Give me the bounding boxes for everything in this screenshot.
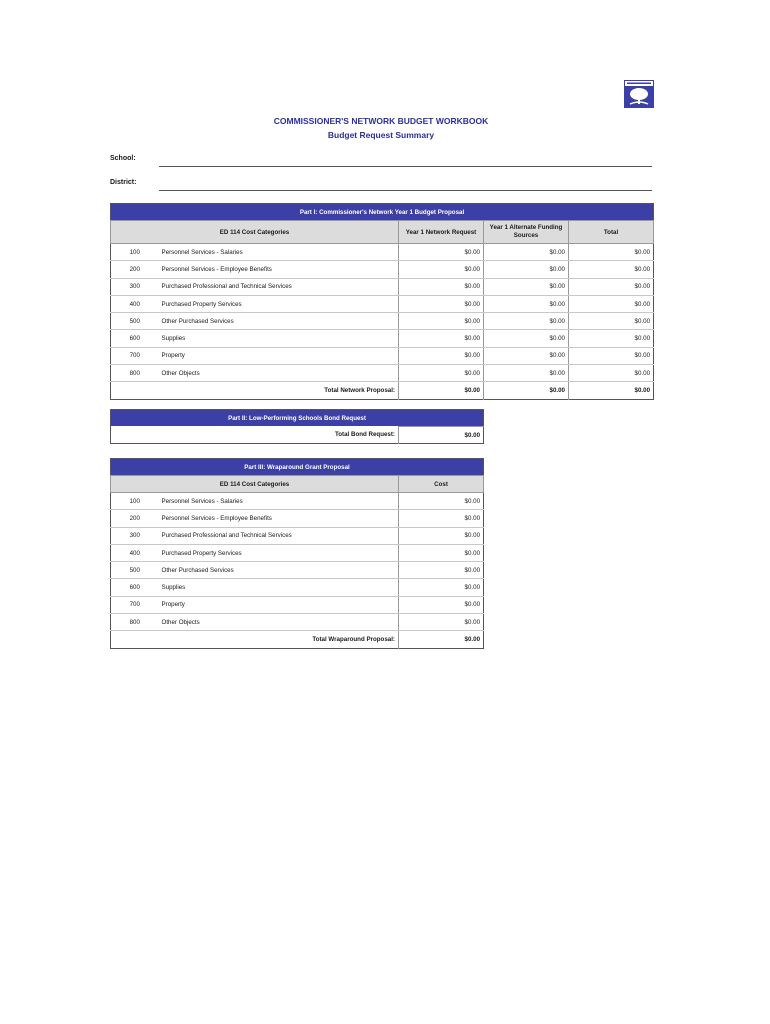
total-amount: $0.00 [569, 365, 654, 382]
cost-code: 400 [111, 544, 159, 561]
part2-total-label: Total Bond Request: [334, 431, 395, 439]
network-amount[interactable]: $0.00 [399, 347, 484, 364]
cost-code: 600 [111, 579, 159, 596]
cost-amount[interactable]: $0.00 [399, 579, 484, 596]
table-row [111, 527, 484, 544]
table-row [111, 365, 654, 382]
seal-logo-icon [624, 80, 654, 108]
table-row [111, 562, 484, 579]
table-row [111, 510, 484, 527]
cost-code: 200 [111, 510, 159, 527]
cost-amount[interactable]: $0.00 [399, 544, 484, 561]
part1-heading-row [111, 204, 654, 221]
district-field-row [110, 179, 652, 191]
part1-col-category: ED 114 Cost Categories [111, 221, 399, 244]
cost-category: Property [159, 347, 399, 364]
cost-category: Other Objects [159, 365, 399, 382]
cost-code: 500 [111, 313, 159, 330]
cost-amount[interactable]: $0.00 [399, 596, 484, 613]
table-row [111, 330, 654, 347]
total-amount: $0.00 [569, 330, 654, 347]
alternate-amount[interactable]: $0.00 [484, 278, 569, 295]
alternate-amount[interactable]: $0.00 [484, 244, 569, 261]
total-amount: $0.00 [569, 313, 654, 330]
part1-column-header-row [111, 221, 654, 244]
network-amount[interactable]: $0.00 [399, 295, 484, 312]
total-network-amount: $0.00 [399, 382, 484, 399]
part1-col-total: Total [569, 221, 654, 244]
cost-category: Personnel Services - Salaries [159, 244, 399, 261]
part3-column-header-row [111, 476, 484, 493]
total-amount: $0.00 [569, 295, 654, 312]
alternate-amount[interactable]: $0.00 [484, 330, 569, 347]
cost-category: Property [159, 596, 399, 613]
alternate-amount[interactable]: $0.00 [484, 365, 569, 382]
part2-heading-row [111, 410, 484, 427]
cost-category: Personnel Services - Salaries [159, 493, 399, 510]
district-field[interactable] [159, 180, 652, 191]
table-row [111, 261, 654, 278]
page-title: COMMISSIONER'S NETWORK BUDGET WORKBOOK [273, 116, 489, 126]
part3-total-label: Total Wraparound Proposal: [312, 636, 395, 644]
cost-code: 500 [111, 562, 159, 579]
school-field-row [110, 155, 652, 167]
part1-total-row [111, 382, 654, 399]
table-row [111, 347, 654, 364]
cost-code: 200 [111, 261, 159, 278]
cost-category: Personnel Services - Employee Benefits [159, 261, 399, 278]
alternate-amount[interactable]: $0.00 [484, 261, 569, 278]
network-amount[interactable]: $0.00 [399, 261, 484, 278]
cost-amount[interactable]: $0.00 [399, 614, 484, 631]
cost-amount[interactable]: $0.00 [399, 510, 484, 527]
cost-code: 700 [111, 596, 159, 613]
network-amount[interactable]: $0.00 [399, 365, 484, 382]
part3-col-category: ED 114 Cost Categories [111, 476, 399, 493]
table-row [111, 278, 654, 295]
total-alternate-amount: $0.00 [484, 382, 569, 399]
cost-code: 700 [111, 347, 159, 364]
part2-total-row [111, 427, 484, 444]
alternate-amount[interactable]: $0.00 [484, 295, 569, 312]
part3-heading-row [111, 459, 484, 476]
cost-category: Supplies [159, 579, 399, 596]
part1-total-label: Total Network Proposal: [324, 387, 395, 395]
cost-category: Purchased Property Services [159, 544, 399, 561]
part2-table [110, 409, 484, 444]
school-label: School: [110, 155, 136, 162]
part3-heading: Part III: Wraparound Grant Proposal [111, 459, 484, 476]
cost-code: 600 [111, 330, 159, 347]
total-wraparound-amount: $0.00 [399, 631, 484, 648]
total-bond-amount[interactable]: $0.00 [399, 427, 484, 444]
cost-category: Other Purchased Services [159, 313, 399, 330]
table-row [111, 614, 484, 631]
cost-code: 400 [111, 295, 159, 312]
total-total-amount: $0.00 [569, 382, 654, 399]
table-row [111, 579, 484, 596]
cost-category: Other Objects [159, 614, 399, 631]
cost-category: Purchased Property Services [159, 295, 399, 312]
table-row [111, 596, 484, 613]
part3-col-cost: Cost [399, 476, 484, 493]
part1-table [110, 203, 654, 400]
alternate-amount[interactable]: $0.00 [484, 313, 569, 330]
district-label: District: [110, 179, 137, 186]
cost-code: 800 [111, 365, 159, 382]
cost-amount[interactable]: $0.00 [399, 493, 484, 510]
network-amount[interactable]: $0.00 [399, 330, 484, 347]
total-amount: $0.00 [569, 261, 654, 278]
table-row [111, 244, 654, 261]
network-amount[interactable]: $0.00 [399, 313, 484, 330]
table-row [111, 295, 654, 312]
part2-heading: Part II: Low-Performing Schools Bond Request [111, 410, 484, 427]
part1-heading: Part I: Commissioner's Network Year 1 Budget Proposal [111, 204, 654, 221]
cost-category: Purchased Professional and Technical Services [159, 527, 399, 544]
title-block [110, 114, 652, 142]
table-row [111, 313, 654, 330]
cost-code: 100 [111, 493, 159, 510]
total-amount: $0.00 [569, 347, 654, 364]
part1-col-alternate: Year 1 Alternate Funding Sources [484, 221, 569, 244]
network-amount[interactable]: $0.00 [399, 244, 484, 261]
cost-code: 300 [111, 527, 159, 544]
cost-code: 100 [111, 244, 159, 261]
cost-category: Personnel Services - Employee Benefits [159, 510, 399, 527]
cost-amount[interactable]: $0.00 [399, 562, 484, 579]
cost-code: 300 [111, 278, 159, 295]
cost-amount[interactable]: $0.00 [399, 527, 484, 544]
cost-category: Other Purchased Services [159, 562, 399, 579]
cost-category: Purchased Professional and Technical Services [159, 278, 399, 295]
table-row [111, 544, 484, 561]
school-field[interactable] [159, 156, 652, 167]
total-amount: $0.00 [569, 278, 654, 295]
table-row [111, 493, 484, 510]
network-amount[interactable]: $0.00 [399, 278, 484, 295]
alternate-amount[interactable]: $0.00 [484, 347, 569, 364]
part3-table [110, 458, 484, 649]
total-amount: $0.00 [569, 244, 654, 261]
page-subtitle: Budget Request Summary [327, 130, 435, 140]
cost-code: 800 [111, 614, 159, 631]
cost-category: Supplies [159, 330, 399, 347]
part3-total-row [111, 631, 484, 648]
part1-col-network: Year 1 Network Request [399, 221, 484, 244]
